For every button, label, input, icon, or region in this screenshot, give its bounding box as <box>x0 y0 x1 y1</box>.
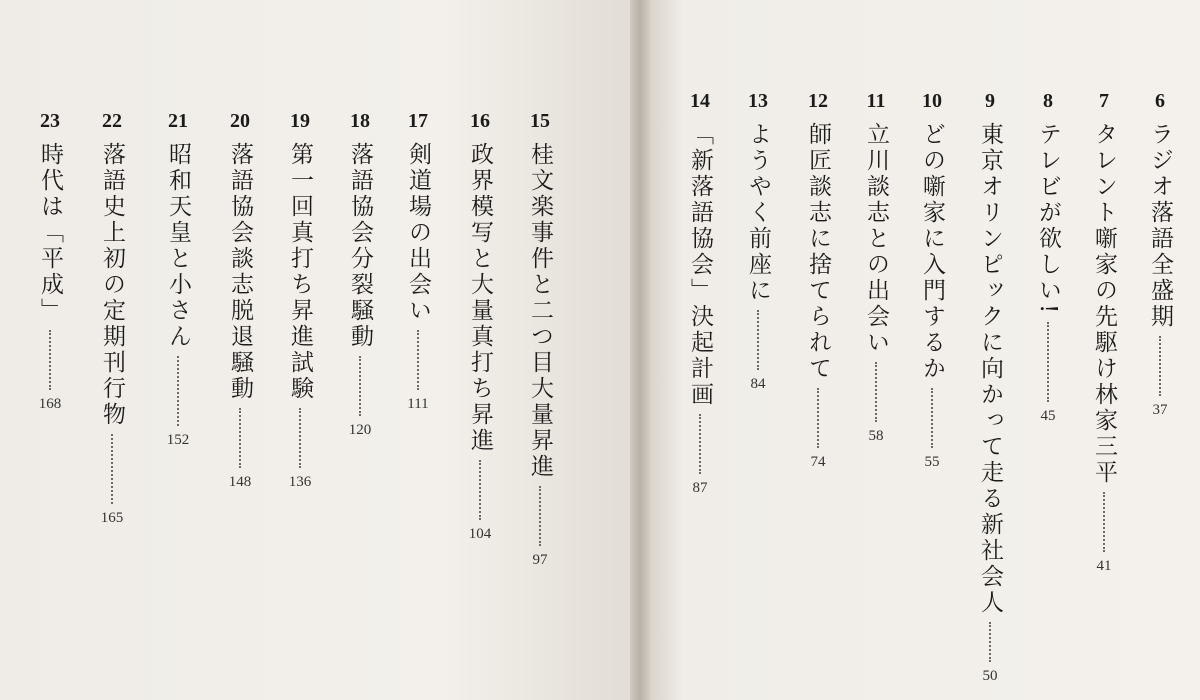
leader-dots <box>49 330 51 390</box>
page-number: 120 <box>348 422 372 438</box>
toc-entry-11 <box>856 90 896 444</box>
toc-entry-8 <box>1028 90 1068 424</box>
chapter-title: 第一回真打ち昇進試験 <box>287 142 313 402</box>
leader-dots <box>299 408 301 468</box>
chapter-title: 昭和天皇と小さん <box>165 142 191 350</box>
chapter-number: 18 <box>350 110 370 132</box>
chapter-number: 15 <box>530 110 550 132</box>
leader-dots <box>417 330 419 390</box>
page-number: 37 <box>1152 402 1168 418</box>
page-number: 104 <box>468 526 492 542</box>
page-number: 58 <box>868 428 884 444</box>
chapter-title: ラジオ落語全盛期 <box>1147 122 1173 330</box>
leader-dots <box>111 434 113 504</box>
page-number: 74 <box>810 454 826 470</box>
chapter-title: 剣道場の出会い <box>405 142 431 324</box>
chapter-title: どの噺家に入門するか <box>919 122 945 382</box>
chapter-number: 8 <box>1043 90 1053 112</box>
toc-entry-15 <box>520 110 560 568</box>
chapter-number: 6 <box>1155 90 1165 112</box>
page-number: 55 <box>924 454 940 470</box>
chapter-title: 政界模写と大量真打ち昇進 <box>467 142 493 454</box>
chapter-title: 時代は「平成」 <box>37 142 63 324</box>
page-number: 41 <box>1096 558 1112 574</box>
toc-entry-12 <box>798 90 838 470</box>
toc-entry-18 <box>340 110 380 438</box>
chapter-number: 7 <box>1099 90 1109 112</box>
chapter-title: ようやく前座に <box>745 122 771 304</box>
chapter-number: 13 <box>748 90 768 112</box>
toc-entry-7 <box>1084 90 1124 574</box>
chapter-number: 12 <box>808 90 828 112</box>
chapter-title: 立川談志との出会い <box>863 122 889 356</box>
toc-entry-16 <box>460 110 500 542</box>
chapter-number: 17 <box>408 110 428 132</box>
toc-entry-9 <box>970 90 1010 684</box>
leader-dots <box>931 388 933 448</box>
chapter-title: 落語協会分裂騒動 <box>347 142 373 350</box>
chapter-number: 19 <box>290 110 310 132</box>
leader-dots <box>359 356 361 416</box>
chapter-title: タレント噺家の先駆け林家三平 <box>1091 122 1117 486</box>
leader-dots <box>757 310 759 370</box>
leader-dots <box>479 460 481 520</box>
chapter-number: 22 <box>102 110 122 132</box>
page-number: 84 <box>750 376 766 392</box>
toc-entry-17 <box>398 110 438 412</box>
page-number: 97 <box>532 552 548 568</box>
leader-dots <box>1159 336 1161 396</box>
page-number: 87 <box>692 480 708 496</box>
page-number: 50 <box>982 668 998 684</box>
chapter-number: 16 <box>470 110 490 132</box>
toc-entry-20 <box>220 110 260 490</box>
chapter-number: 11 <box>866 90 886 112</box>
toc-entry-13 <box>738 90 778 392</box>
toc-entry-6 <box>1140 90 1180 418</box>
page-number: 148 <box>228 474 252 490</box>
book-gutter <box>630 0 650 700</box>
leader-dots <box>1047 322 1049 402</box>
toc-entry-22 <box>92 110 132 526</box>
leader-dots <box>1103 492 1105 552</box>
right-page <box>650 0 1200 700</box>
leader-dots <box>699 414 701 474</box>
toc-entry-10 <box>912 90 952 470</box>
toc-entry-19 <box>280 110 320 490</box>
leader-dots <box>989 622 991 662</box>
page-number: 111 <box>407 396 429 412</box>
page-number: 168 <box>38 396 62 412</box>
page-number: 165 <box>100 510 124 526</box>
chapter-title: テレビが欲しい! <box>1035 122 1061 317</box>
chapter-number: 14 <box>690 90 710 112</box>
leader-dots <box>817 388 819 448</box>
chapter-number: 10 <box>922 90 942 112</box>
leader-dots <box>875 362 877 422</box>
leader-dots <box>539 486 541 546</box>
page-number: 45 <box>1040 408 1056 425</box>
chapter-number: 23 <box>40 110 60 132</box>
chapter-number: 9 <box>985 90 995 112</box>
chapter-title: 落語史上初の定期刊行物 <box>99 142 125 428</box>
leader-dots <box>177 356 179 426</box>
chapter-title: 落語協会談志脱退騒動 <box>227 142 253 402</box>
page-number: 136 <box>288 474 312 490</box>
toc-entry-23 <box>30 110 70 412</box>
toc-entry-14 <box>680 90 720 496</box>
chapter-title: 東京オリンピックに向かって走る新社会人 <box>977 122 1003 616</box>
chapter-number: 21 <box>168 110 188 132</box>
chapter-title: 「新落語協会」決起計画 <box>687 122 713 408</box>
toc-entry-21 <box>158 110 198 448</box>
leader-dots <box>239 408 241 468</box>
chapter-number: 20 <box>230 110 250 132</box>
chapter-title: 師匠談志に捨てられて <box>805 122 831 382</box>
chapter-title: 桂文楽事件と二つ目大量昇進 <box>527 142 553 480</box>
page-number: 152 <box>166 432 190 448</box>
